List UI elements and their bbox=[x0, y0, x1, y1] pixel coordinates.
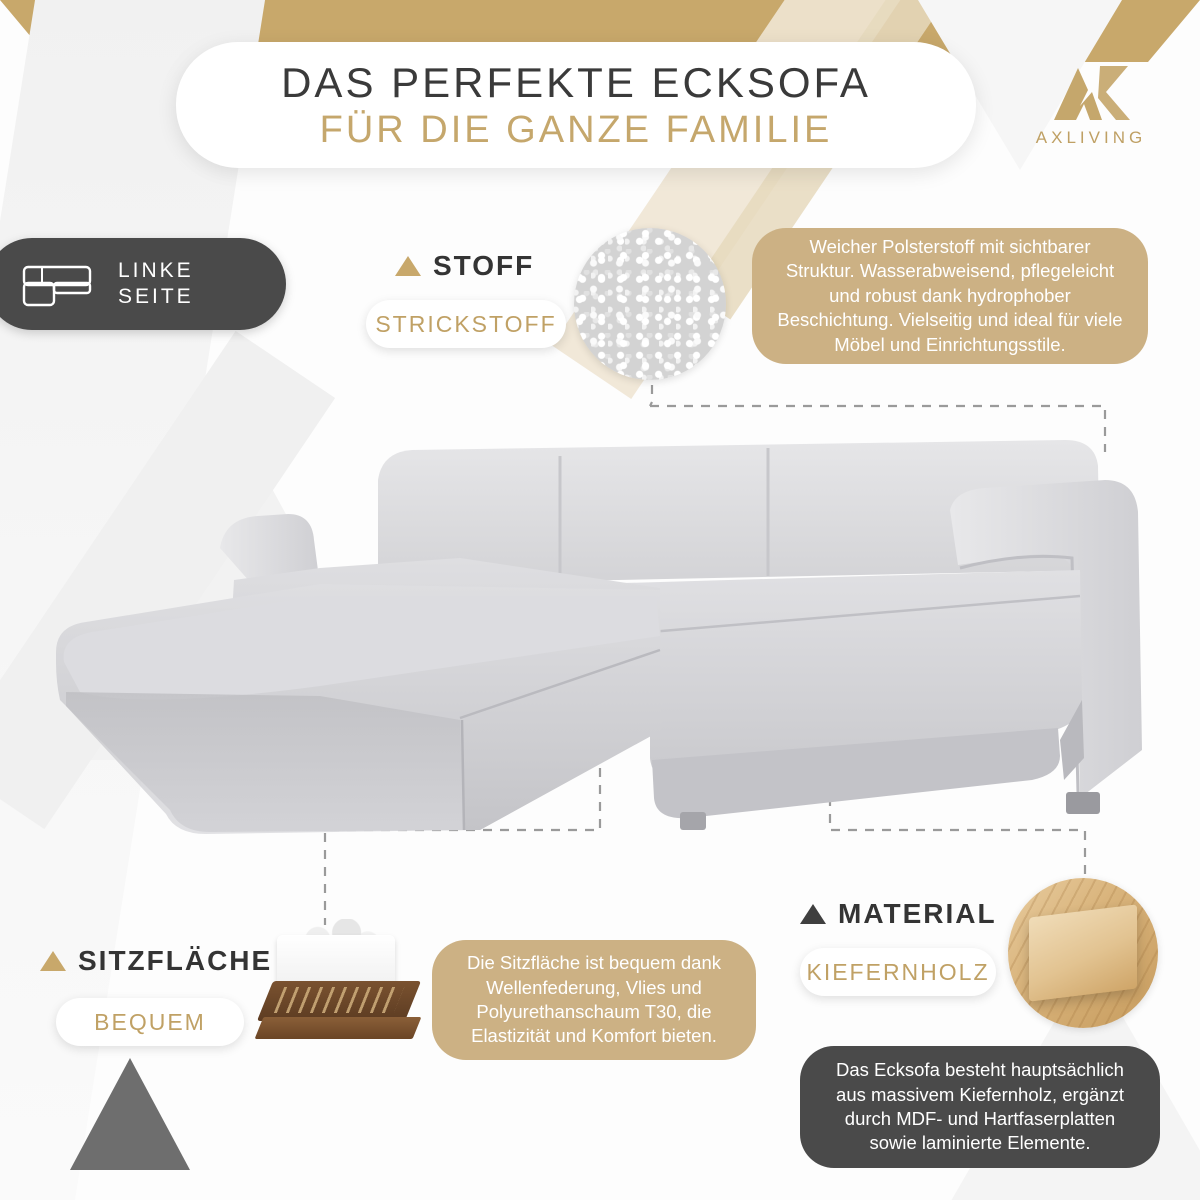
feature-title-sitzflaeche: SITZFLÄCHE bbox=[78, 945, 273, 976]
feature-heading-stoff bbox=[395, 250, 534, 282]
foam-layer bbox=[277, 935, 395, 983]
side-badge-label-line2: SEITE bbox=[118, 285, 194, 308]
feature-heading-material bbox=[800, 898, 997, 930]
base-layer bbox=[255, 1017, 422, 1039]
bg-triangle-gray-bottomleft bbox=[70, 1058, 190, 1170]
feature-title-material: MATERIAL bbox=[838, 898, 997, 929]
page-title-line1: DAS PERFEKTE ECKSOFA bbox=[281, 58, 871, 106]
feature-description-stoff: Weicher Polsterstoff mit sichtbarer Struktur. Wasserabweisend, pflegeleicht und robust dank hydrophober Beschichtung. Vielseitig und ideal für viele Möbel und Einrichtungsstile. bbox=[752, 228, 1148, 364]
sofa-corner-icon bbox=[20, 257, 94, 311]
knit-texture bbox=[574, 228, 726, 380]
feature-pill-sitzflaeche: BEQUEM bbox=[56, 998, 244, 1046]
side-badge bbox=[0, 238, 286, 330]
feature-heading-sitzflaeche bbox=[40, 945, 272, 977]
spring-layer bbox=[274, 987, 405, 1013]
feature-description-material: Das Ecksofa besteht hauptsächlich aus massivem Kiefernholz, ergänzt durch MDF- und Hartfaserplatten sowie laminierte Elemente. bbox=[800, 1046, 1160, 1168]
seat-construction-image bbox=[255, 925, 425, 1055]
knit-fabric-swatch bbox=[574, 228, 726, 380]
wood-block bbox=[1029, 904, 1137, 1001]
brand-name: AXLIVING bbox=[1035, 128, 1147, 147]
brand-logo bbox=[1016, 58, 1166, 148]
feature-pill-material: KIEFERNHOLZ bbox=[800, 948, 996, 996]
feature-title-stoff: STOFF bbox=[433, 250, 535, 281]
side-badge-label-line1: LINKE bbox=[118, 258, 194, 282]
page-title-line2: FÜR DIE GANZE FAMILIE bbox=[319, 108, 833, 151]
ax-monogram-icon bbox=[1048, 58, 1134, 124]
side-badge-label bbox=[118, 258, 194, 311]
sofa-illustration bbox=[20, 400, 1180, 860]
corner-sofa-image bbox=[20, 400, 1180, 860]
pine-wood-swatch bbox=[1008, 878, 1158, 1028]
triangle-gold-icon bbox=[395, 256, 421, 276]
wood-texture bbox=[1008, 878, 1158, 1028]
triangle-gold-icon bbox=[40, 951, 66, 971]
feature-description-sitzflaeche: Die Sitzfläche ist bequem dank Wellenfederung, Vlies und Polyurethanschaum T30, die Elastizität und Komfort bieten. bbox=[432, 940, 756, 1060]
triangle-dark-icon bbox=[800, 904, 826, 924]
header-card bbox=[176, 42, 976, 168]
feature-pill-stoff: STRICKSTOFF bbox=[366, 300, 566, 348]
